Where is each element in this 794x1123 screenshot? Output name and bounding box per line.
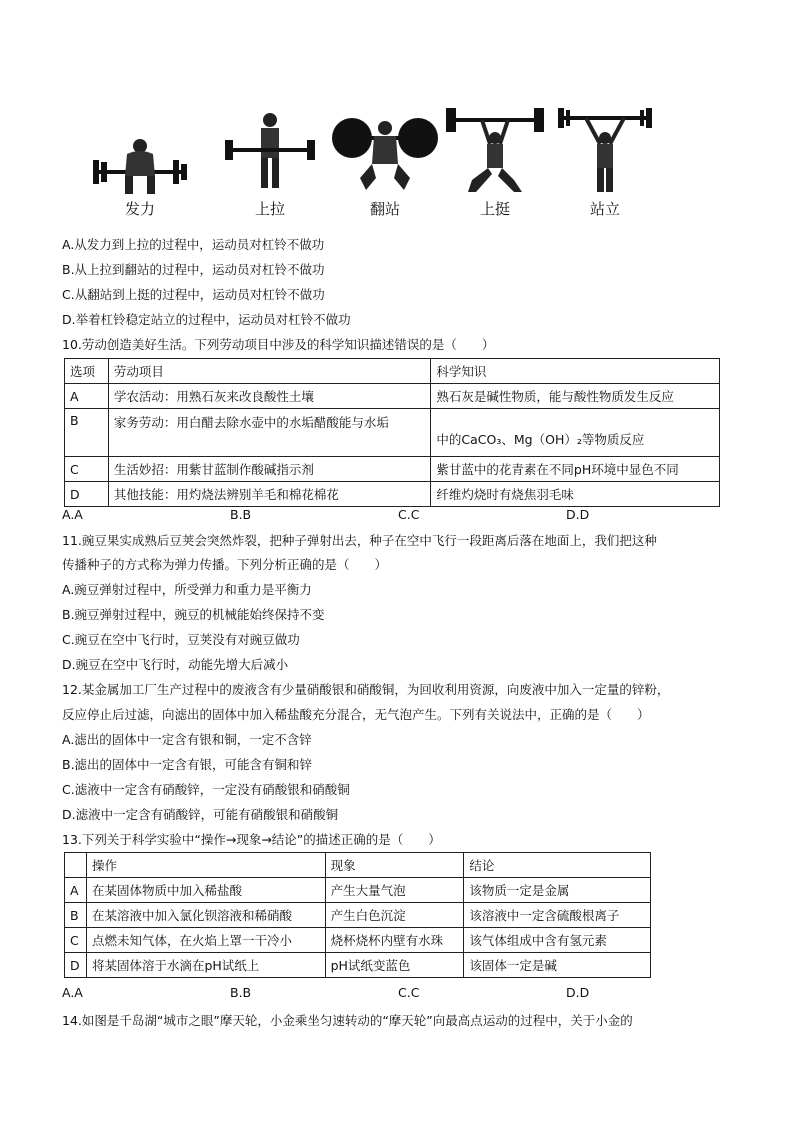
table-header-cell: 结论 <box>464 853 651 878</box>
table-cell: 产生大量气泡 <box>325 878 464 903</box>
figure-stage-3 <box>330 108 440 228</box>
table-cell: 该物质一定是金属 <box>464 878 651 903</box>
choice-c: C.C <box>398 507 420 522</box>
table-cell: 纤维灼烧时有烧焦羽毛味 <box>431 482 720 507</box>
q10-table <box>64 358 720 507</box>
table-cell: 产生白色沉淀 <box>325 903 464 928</box>
q12-option-b: B.滤出的固体中一定含有银，可能含有铜和锌 <box>62 757 313 772</box>
table-cell: 学农活动：用熟石灰来改良酸性土壤 <box>108 384 431 409</box>
lifter-pull-start-image <box>85 108 195 198</box>
lifter-jerk-image <box>440 108 550 198</box>
choice-d: D.D <box>566 985 590 1000</box>
choice-d: D.D <box>566 507 590 522</box>
q12-option-c: C.滤液中一定含有硝酸锌，一定没有硝酸银和硝酸铜 <box>62 782 350 797</box>
q9-option-d: D.举着杠铃稳定站立的过程中，运动员对杠铃不做功 <box>62 312 351 327</box>
q12-option-a: A.滤出的固体中一定含有银和铜，一定不含锌 <box>62 732 312 747</box>
table-cell: A <box>65 878 87 903</box>
table-header-cell: 劳动项目 <box>108 359 431 384</box>
table-cell: 中的CaCO₃、Mg（OH）₂等物质反应 <box>431 409 720 457</box>
table-cell: 该气体组成中含有氢元素 <box>464 928 651 953</box>
table-cell: 在某固体物质中加入稀盐酸 <box>86 878 325 903</box>
table-header-cell: 科学知识 <box>431 359 720 384</box>
q12-stem-line1: 12.某金属加工厂生产过程中的废液含有少量硝酸银和硝酸铜，为回收利用资源，向废液中加入一定量的锌粉， <box>62 682 670 697</box>
table-cell: 家务劳动：用白醋去除水壶中的水垢醋酸能与水垢 <box>108 409 431 457</box>
table-row <box>65 409 720 457</box>
q13-stem: 13.下列关于科学实验中“操作→现象→结论”的描述正确的是（ ） <box>62 832 441 847</box>
choice-b: B.B <box>230 507 252 522</box>
table-cell: 烧杯烧杯内壁有水珠 <box>325 928 464 953</box>
table-header-row <box>65 853 651 878</box>
q11-stem-line2: 传播种子的方式称为弹力传播。下列分析正确的是（ ） <box>62 557 388 572</box>
table-header-cell: 操作 <box>86 853 325 878</box>
lifter-clean-image <box>330 108 440 198</box>
lifter-stand-image <box>550 108 660 198</box>
table-header-cell: 选项 <box>65 359 109 384</box>
q9-option-b: B.从上拉到翻站的过程中，运动员对杠铃不做功 <box>62 262 325 277</box>
q9-option-a: A.从发力到上拉的过程中，运动员对杠铃不做功 <box>62 237 325 252</box>
table-row <box>65 384 720 409</box>
choice-c: C.C <box>398 985 420 1000</box>
table-cell: 该溶液中一定含硫酸根离子 <box>464 903 651 928</box>
choice-a: A.A <box>62 985 83 1000</box>
figure-label: 上挺 <box>479 200 510 218</box>
table-cell: 该固体一定是碱 <box>464 953 651 978</box>
table-cell: C <box>65 457 109 482</box>
table-row <box>65 878 651 903</box>
table-cell: A <box>65 384 109 409</box>
table-cell: 点燃未知气体，在火焰上罩一干冷小 <box>86 928 325 953</box>
q12-stem-line2: 反应停止后过滤，向滤出的固体中加入稀盐酸充分混合，无气泡产生。下列有关说法中，正确的是（ ） <box>62 707 650 722</box>
figure-stage-5 <box>550 108 660 228</box>
table-cell: pH试纸变蓝色 <box>325 953 464 978</box>
table-row <box>65 482 720 507</box>
table-cell: 熟石灰是碱性物质，能与酸性物质发生反应 <box>431 384 720 409</box>
q11-option-a: A.豌豆弹射过程中，所受弹力和重力是平衡力 <box>62 582 312 597</box>
choice-a: A.A <box>62 507 83 522</box>
q11-stem-line1: 11.豌豆果实成熟后豆荚会突然炸裂，把种子弹射出去，种子在空中飞行一段距离后落在地面上，我们把这种 <box>62 533 657 548</box>
table-header-cell: 现象 <box>325 853 464 878</box>
table-row <box>65 928 651 953</box>
figure-stage-2 <box>215 108 325 228</box>
q13-table <box>64 852 651 978</box>
q11-option-c: C.豌豆在空中飞行时，豆荚没有对豌豆做功 <box>62 632 300 647</box>
lifter-pull-image <box>215 108 325 198</box>
table-header-cell <box>65 853 87 878</box>
q9-option-c: C.从翻站到上挺的过程中，运动员对杠铃不做功 <box>62 287 325 302</box>
q11-option-b: B.豌豆弹射过程中，豌豆的机械能始终保持不变 <box>62 607 325 622</box>
table-cell: B <box>65 903 87 928</box>
table-row <box>65 903 651 928</box>
figure-label: 站立 <box>589 200 620 218</box>
table-cell: 生活妙招：用紫甘蓝制作酸碱指示剂 <box>108 457 431 482</box>
choice-b: B.B <box>230 985 252 1000</box>
q14-stem: 14.如图是千岛湖“城市之眼”摩天轮，小金乘坐匀速转动的“摩天轮”向最高点运动的过程中，关于小金的 <box>62 1013 633 1028</box>
table-cell: C <box>65 928 87 953</box>
figure-stage-1 <box>85 108 195 228</box>
table-header-row <box>65 359 720 384</box>
table-row <box>65 953 651 978</box>
table-cell: D <box>65 482 109 507</box>
table-cell: 将某固体溶于水滴在pH试纸上 <box>86 953 325 978</box>
q12-option-d: D.滤液中一定含有硝酸锌，可能有硝酸银和硝酸铜 <box>62 807 339 822</box>
table-cell: 紫甘蓝中的花青素在不同pH环境中显色不同 <box>431 457 720 482</box>
table-cell: 其他技能：用灼烧法辨别羊毛和棉花棉花 <box>108 482 431 507</box>
q11-option-d: D.豌豆在空中飞行时，动能先增大后减小 <box>62 657 289 672</box>
q10-stem: 10.劳动创造美好生活。下列劳动项目中涉及的科学知识描述错误的是（ ） <box>62 337 495 352</box>
table-row <box>65 457 720 482</box>
table-cell: B <box>65 409 109 457</box>
figure-label: 上拉 <box>254 200 285 218</box>
table-cell: 在某溶液中加入氯化钡溶液和稀硝酸 <box>86 903 325 928</box>
weightlifting-figure <box>85 108 650 228</box>
figure-stage-4 <box>440 108 550 228</box>
table-cell: D <box>65 953 87 978</box>
figure-label: 发力 <box>124 200 155 218</box>
figure-label: 翻站 <box>369 200 400 218</box>
